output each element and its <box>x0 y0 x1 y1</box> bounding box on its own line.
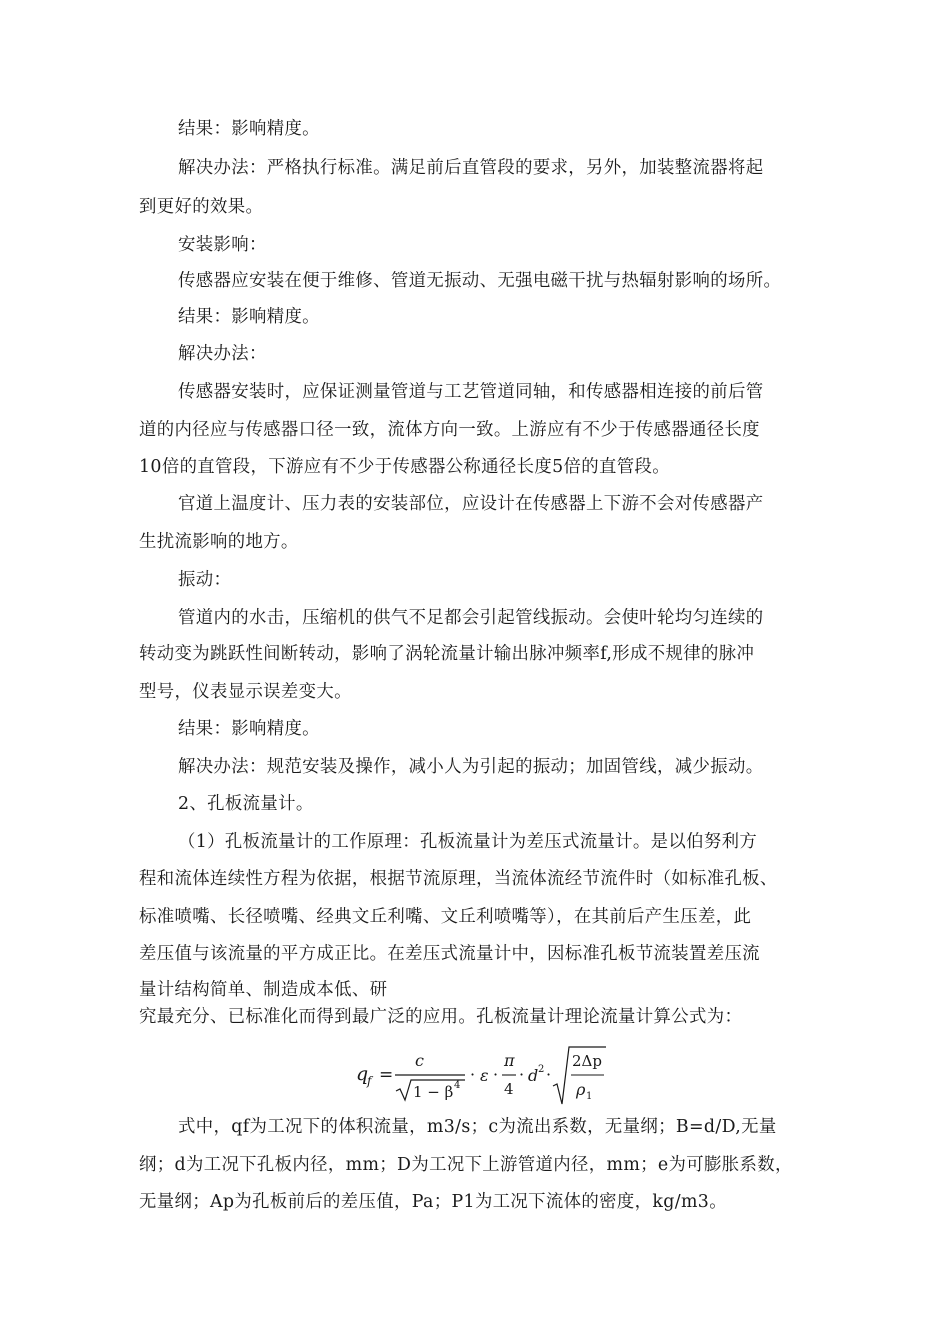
text-line: 管道内的水击，压缩机的供气不足都会引起管线振动。会使叶轮均匀连续的 <box>178 608 764 628</box>
text-line: 传感器应安装在便于维修、管道无振动、无强电磁干扰与热辐射影响的场所。 <box>178 271 782 291</box>
formula-d-exp: 2 <box>538 1064 545 1075</box>
text-line: 究最充分、已标准化而得到最广泛的应用。孔板流量计理论流量计算公式为： <box>139 1007 743 1027</box>
text-line: 传感器安装时，应保证测量管道与工艺管道同轴，和传感器相连接的前后管 <box>178 382 764 402</box>
formula-graphic <box>350 1044 610 1106</box>
text-line: 到更好的效果。 <box>139 197 264 217</box>
text-line: 标准喷嘴、长径喷嘴、经典文丘利嘴、文丘利喷嘴等），在其前后产生压差，此 <box>139 907 752 927</box>
text-line: 结果：影响精度。 <box>178 307 320 327</box>
text-line: 道的内径应与传感器口径一致，流体方向一致。上游应有不少于传感器通径长度 <box>139 420 760 440</box>
formula-lhs-sub: f <box>367 1074 372 1088</box>
text-line: 结果：影响精度。 <box>178 119 320 139</box>
text-line: 安装影响： <box>178 235 267 255</box>
text-line: 结果：影响精度。 <box>178 719 320 739</box>
formula-radicand: 1 − β <box>413 1083 454 1101</box>
formula-rho: ρ <box>576 1080 586 1099</box>
formula-four: 4 <box>504 1080 514 1098</box>
text-line: 式中，qf为工况下的体积流量，m3/s；c为流出系数，无量纲；B=d/D,无量 <box>178 1117 777 1137</box>
formula-epsilon: ε <box>480 1066 489 1085</box>
formula-radicand-exp: 4 <box>454 1080 461 1091</box>
formula-lhs: q <box>356 1063 369 1085</box>
text-line: 量计结构简单、制造成本低、研 <box>139 980 388 1000</box>
text-line: 官道上温度计、压力表的安装部位，应设计在传感器上下游不会对传感器产 <box>178 494 764 514</box>
formula-dot: · <box>546 1065 552 1084</box>
text-line: （1）孔板流量计的工作原理：孔板流量计为差压式流量计。是以伯努利方 <box>178 832 758 852</box>
flow-formula <box>350 1044 610 1106</box>
formula-pi: π <box>504 1051 515 1070</box>
text-line: 10倍的直管段，下游应有不少于传感器公称通径长度5倍的直管段。 <box>139 457 670 477</box>
section-heading: 2、孔板流量计。 <box>178 794 314 814</box>
formula-numerator: c <box>415 1051 424 1070</box>
formula-dot: · <box>493 1065 499 1084</box>
formula-dot: · <box>519 1065 525 1084</box>
text-line: 纲；d为工况下孔板内径，mm；D为工况下上游管道内径，mm；e为可膨胀系数， <box>139 1155 793 1175</box>
formula-d: d <box>528 1066 539 1085</box>
text-line: 振动： <box>178 570 232 590</box>
text-line: 程和流体连续性方程为依据，根据节流原理，当流体流经节流件时（如标准孔板、 <box>139 869 778 889</box>
text-line: 转动变为跳跃性间断转动，影响了涡轮流量计输出脉冲频率f,形成不规律的脉冲 <box>139 644 755 664</box>
formula-dot: · <box>470 1065 476 1084</box>
text-line: 生扰流影响的地方。 <box>139 532 299 552</box>
text-line: 解决办法： <box>178 344 267 364</box>
formula-sqrt-num: 2Δp <box>572 1052 602 1070</box>
text-line: 解决办法：严格执行标准。满足前后直管段的要求，另外，加装整流器将起 <box>178 158 764 178</box>
formula-rho-sub: 1 <box>586 1091 593 1102</box>
text-line: 差压值与该流量的平方成正比。在差压式流量计中，因标准孔板节流装置差压流 <box>139 944 760 964</box>
text-line: 无量纲；Ap为孔板前后的差压值，Pa；P1为工况下流体的密度，kg/m3。 <box>139 1192 727 1212</box>
text-line: 型号，仪表显示误差变大。 <box>139 682 352 702</box>
text-line: 解决办法：规范安装及操作，减小人为引起的振动；加固管线，减少振动。 <box>178 757 764 777</box>
formula-equals: = <box>379 1065 394 1085</box>
